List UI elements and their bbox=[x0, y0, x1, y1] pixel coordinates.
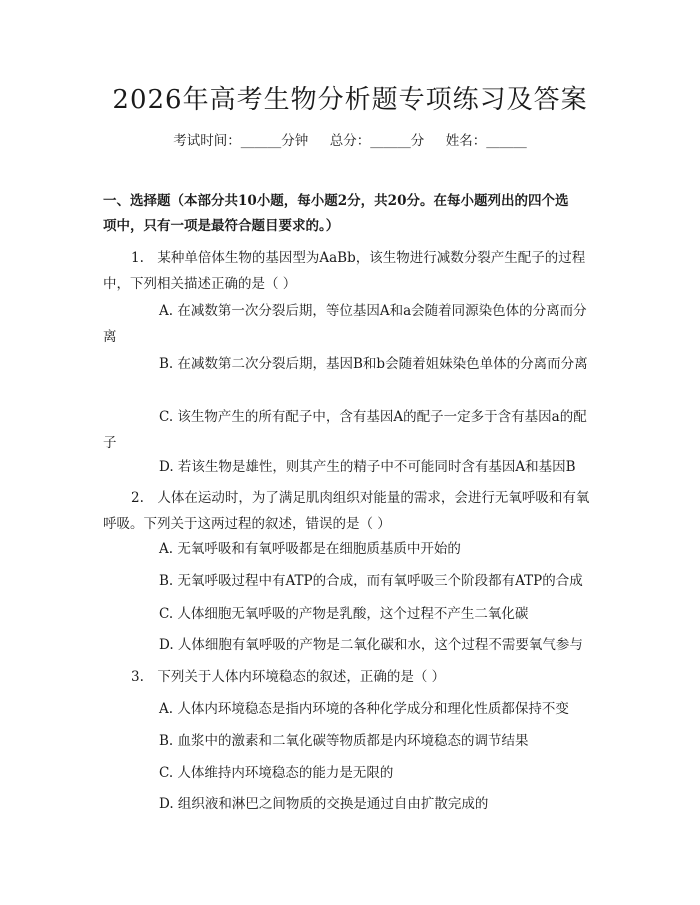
exam-info-line: 考试时间：______分钟 总分：______分 姓名：______ bbox=[173, 133, 527, 149]
question-3-option-b: B. 血浆中的激素和二氧化碳等物质都是内环境稳态的调节结果 bbox=[159, 733, 529, 749]
question-1-option-b: B. 在减数第二次分裂后期，基因B和b会随着姐妹染色单体的分离而分离 bbox=[159, 356, 588, 372]
section-heading-line-1: 一、选择题（本部分共10小题，每小题2分，共20分。在每小题列出的四个选 bbox=[103, 193, 569, 209]
question-3-stem: 3. 下列关于人体内环境稳态的叙述，正确的是（ ） bbox=[131, 669, 446, 685]
question-1-option-c: C. 该生物产生的所有配子中，含有基因A的配子一定多于含有基因a的配子 bbox=[103, 409, 587, 451]
question-1-stem: 1. 某种单倍体生物的基因型为AaBb，该生物进行减数分裂产生配子的过程中，下列相关描述正确的是（ ） bbox=[103, 250, 586, 292]
question-2-stem: 2. 人体在运动时，为了满足肌肉组织对能量的需求，会进行无氧呼吸和有氧呼吸。下列关于这两过程的叙述，错误的是（ ） bbox=[103, 490, 590, 532]
question-2-option-c: C. 人体细胞无氧呼吸的产物是乳酸，这个过程不产生二氧化碳 bbox=[159, 606, 529, 622]
question-2-option-d: D. 人体细胞有氧呼吸的产物是二氧化碳和水，这个过程不需要氧气参与 bbox=[159, 637, 583, 653]
question-1-option-d: D. 若该生物是雄性，则其产生的精子中不可能同时含有基因A和基因B bbox=[159, 459, 576, 475]
question-3-option-a: A. 人体内环境稳态是指内环境的各种化学成分和理化性质都保持不变 bbox=[159, 701, 569, 717]
question-2-option-a: A. 无氧呼吸和有氧呼吸都是在细胞质基质中开始的 bbox=[159, 541, 461, 557]
section-heading-line-2: 项中，只有一项是最符合题目要求的。） bbox=[103, 218, 340, 234]
question-3-option-d: D. 组织液和淋巴之间物质的交换是通过自由扩散完成的 bbox=[159, 796, 489, 812]
question-1-option-a: A. 在减数第一次分裂后期，等位基因A和a会随着同源染色体的分离而分离 bbox=[103, 303, 587, 345]
page-title: 2026年高考生物分析题专项练习及答案 bbox=[112, 85, 588, 115]
question-2-option-b: B. 无氧呼吸过程中有ATP的合成，而有氧呼吸三个阶段都有ATP的合成 bbox=[159, 573, 583, 589]
question-3-option-c: C. 人体维持内环境稳态的能力是无限的 bbox=[159, 765, 394, 781]
